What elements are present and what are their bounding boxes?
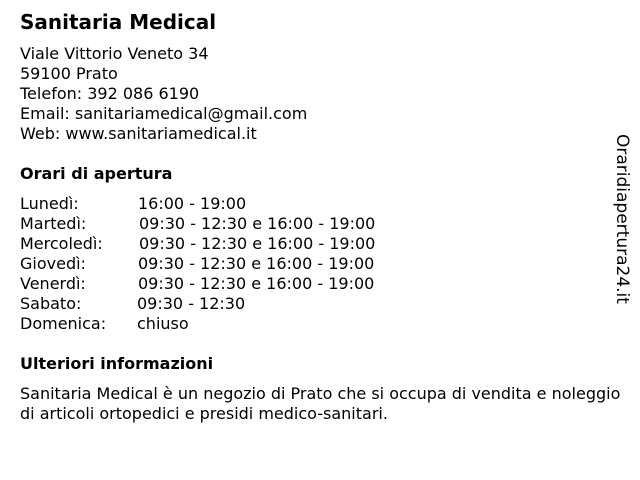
address-city: 59100 Prato bbox=[20, 64, 118, 83]
website-url: Web: www.sanitariamedical.it bbox=[20, 124, 257, 143]
phone-number: Telefon: 392 086 6190 bbox=[20, 84, 200, 103]
address-street: Viale Vittorio Veneto 34 bbox=[20, 44, 209, 63]
time-value: 16:00 - 19:00 bbox=[138, 194, 247, 213]
day-label: Lunedì: bbox=[20, 194, 79, 213]
time-value: 09:30 - 12:30 e 16:00 - 19:00 bbox=[138, 254, 375, 273]
day-label: Venerdì: bbox=[20, 274, 86, 293]
contact-block bbox=[20, 44, 307, 144]
email-address: Email: sanitariamedical@gmail.com bbox=[20, 104, 308, 123]
site-watermark bbox=[612, 134, 636, 310]
day-label: Martedì: bbox=[20, 214, 87, 233]
time-value: 09:30 - 12:30 e 16:00 - 19:00 bbox=[139, 214, 376, 233]
time-value: chiuso bbox=[137, 314, 189, 333]
day-label: Sabato: bbox=[20, 294, 82, 313]
time-value: 09:30 - 12:30 e 16:00 - 19:00 bbox=[138, 274, 375, 293]
opening-hours-heading: Orari di apertura bbox=[20, 164, 173, 183]
day-label: Mercoledì: bbox=[20, 234, 103, 253]
time-value: 09:30 - 12:30 bbox=[137, 294, 246, 313]
day-label: Domenica: bbox=[20, 314, 107, 333]
time-value: 09:30 - 12:30 e 16:00 - 19:00 bbox=[139, 234, 376, 253]
watermark-text: Oraridiapertura24.it bbox=[612, 134, 632, 304]
day-label: Giovedì: bbox=[20, 254, 86, 273]
additional-info-heading: Ulteriori informazioni bbox=[20, 354, 214, 373]
business-name: Sanitaria Medical bbox=[20, 10, 217, 34]
additional-info-text: Sanitaria Medical è un negozio di Prato che si occupa di vendita e noleggio di articoli ortopedici e presidi medico-sanitari. bbox=[20, 384, 621, 423]
